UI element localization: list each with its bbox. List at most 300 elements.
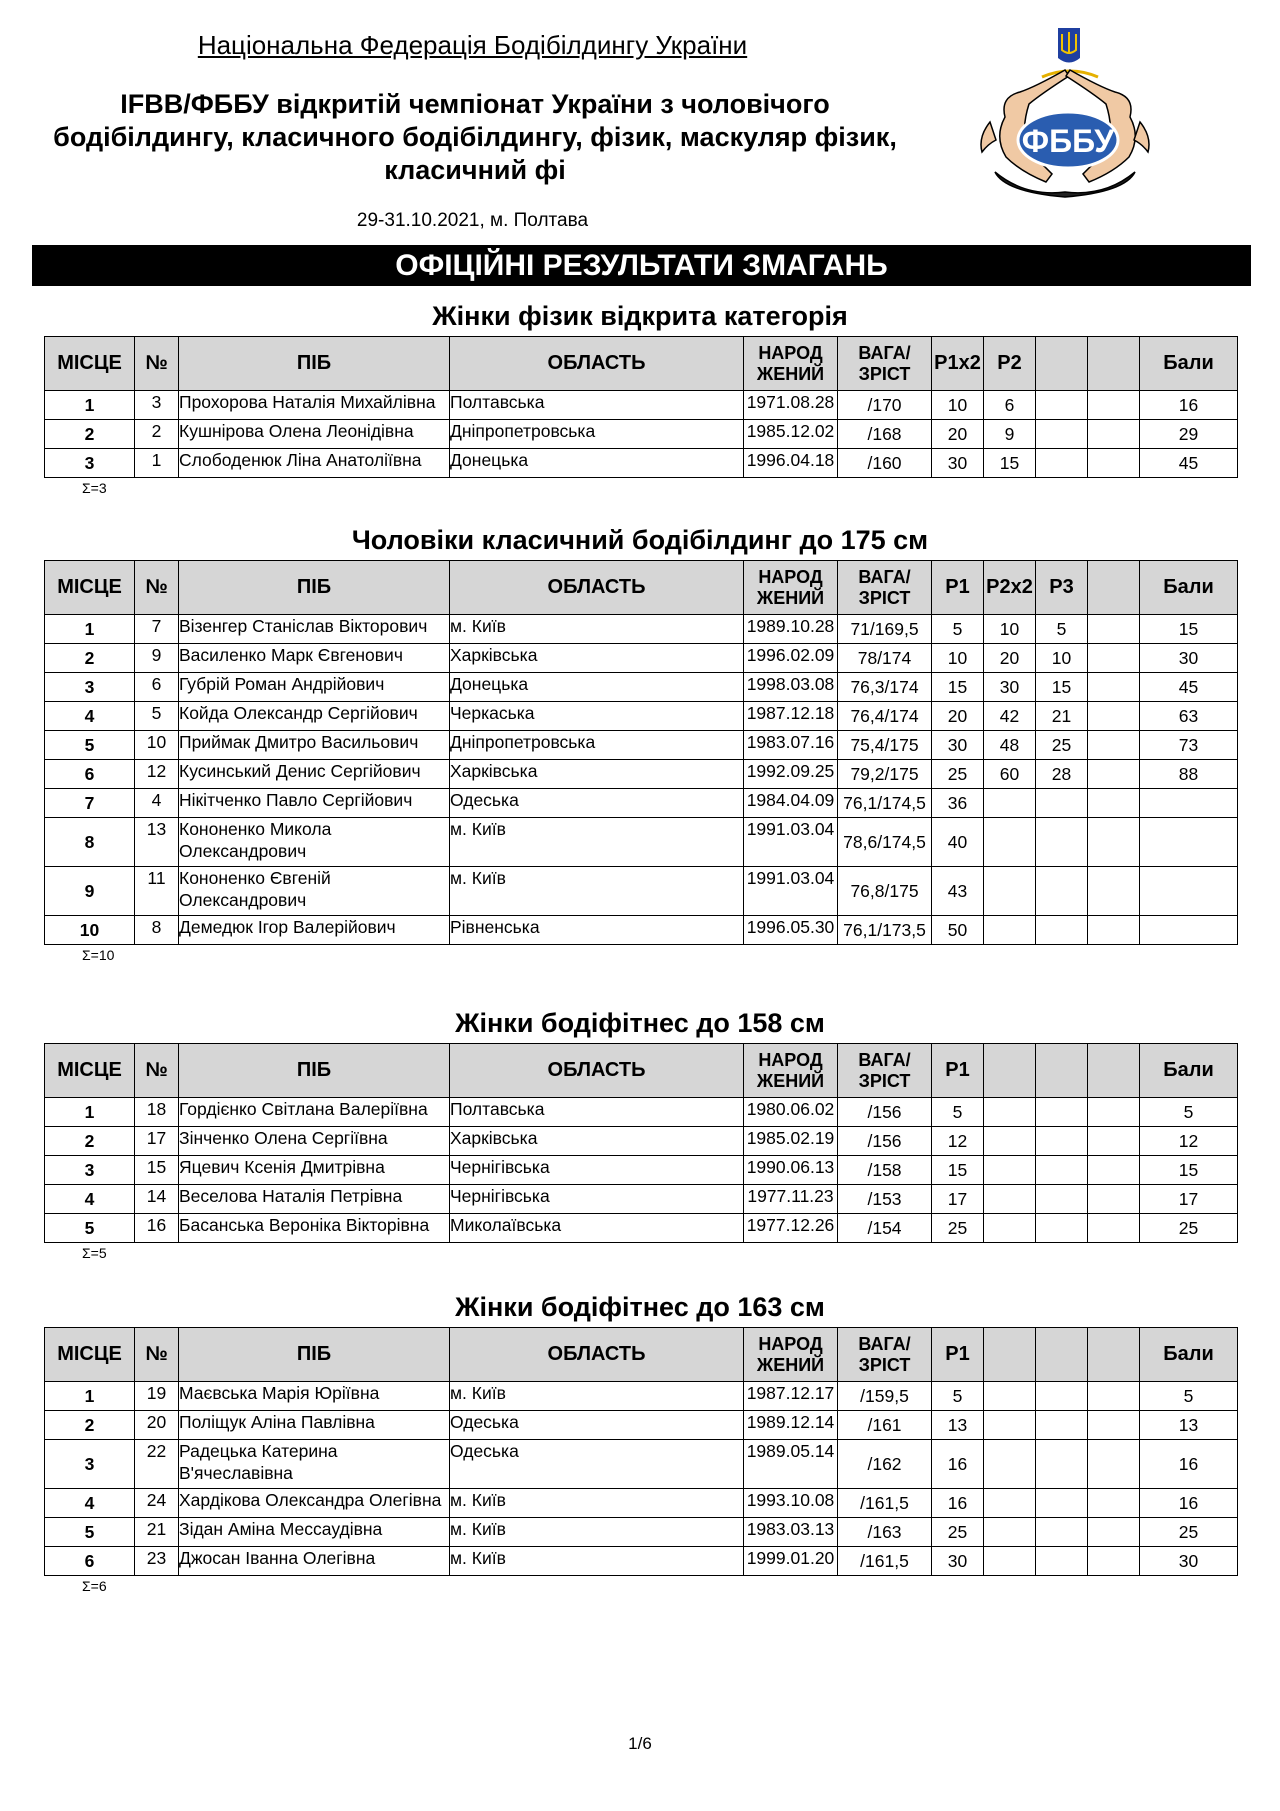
number-cell: 5 bbox=[135, 702, 179, 731]
total-cell: 16 bbox=[1140, 1440, 1238, 1489]
score-cell: 28 bbox=[1036, 760, 1088, 789]
score-cell bbox=[984, 1382, 1036, 1411]
born-cell: 1992.09.25 bbox=[744, 760, 838, 789]
score-cell: 15 bbox=[1036, 673, 1088, 702]
score-cell bbox=[1088, 1411, 1140, 1440]
region-cell: Одеська bbox=[450, 1440, 744, 1489]
column-header: Бали bbox=[1140, 337, 1238, 391]
table-row bbox=[45, 449, 1238, 478]
column-header: Бали bbox=[1140, 561, 1238, 615]
place-cell: 1 bbox=[45, 1382, 135, 1411]
born-cell: 1977.12.26 bbox=[744, 1214, 838, 1243]
name-cell: Джосан Іванна Олегівна bbox=[179, 1547, 450, 1576]
table-row bbox=[45, 1411, 1238, 1440]
total-cell bbox=[1140, 789, 1238, 818]
table-row bbox=[45, 818, 1238, 867]
weight-height-cell: 78/174 bbox=[838, 644, 932, 673]
weight-height-cell: /163 bbox=[838, 1518, 932, 1547]
results-section bbox=[0, 296, 1280, 496]
table-row bbox=[45, 1127, 1238, 1156]
column-header: МІСЦЕ bbox=[45, 1328, 135, 1382]
born-cell: 1990.06.13 bbox=[744, 1156, 838, 1185]
score-cell bbox=[1036, 789, 1088, 818]
weight-height-cell: /168 bbox=[838, 420, 932, 449]
name-cell: Губрій Роман Андрійович bbox=[179, 673, 450, 702]
column-header: P1 bbox=[932, 1328, 984, 1382]
score-cell bbox=[984, 818, 1036, 867]
score-cell bbox=[984, 867, 1036, 916]
region-cell: Рівненська bbox=[450, 916, 744, 945]
total-cell: 63 bbox=[1140, 702, 1238, 731]
weight-height-cell: /160 bbox=[838, 449, 932, 478]
participant-count: Σ=5 bbox=[82, 1245, 107, 1261]
table-row bbox=[45, 789, 1238, 818]
participant-count: Σ=3 bbox=[82, 480, 107, 496]
region-cell: Донецька bbox=[450, 673, 744, 702]
total-cell: 29 bbox=[1140, 420, 1238, 449]
born-cell: 1983.07.16 bbox=[744, 731, 838, 760]
place-cell: 7 bbox=[45, 789, 135, 818]
total-cell: 30 bbox=[1140, 644, 1238, 673]
total-cell: 25 bbox=[1140, 1518, 1238, 1547]
score-cell bbox=[1036, 1098, 1088, 1127]
place-cell: 4 bbox=[45, 1489, 135, 1518]
table-row bbox=[45, 673, 1238, 702]
score-cell: 30 bbox=[984, 673, 1036, 702]
place-cell: 5 bbox=[45, 1518, 135, 1547]
region-cell: м. Київ bbox=[450, 867, 744, 916]
score-cell: 5 bbox=[932, 1098, 984, 1127]
column-header: № bbox=[135, 337, 179, 391]
total-cell: 5 bbox=[1140, 1382, 1238, 1411]
number-cell: 15 bbox=[135, 1156, 179, 1185]
score-cell: 25 bbox=[1036, 731, 1088, 760]
table-row bbox=[45, 1518, 1238, 1547]
score-cell bbox=[1088, 916, 1140, 945]
score-cell: 15 bbox=[932, 1156, 984, 1185]
name-cell: Маєвська Марія Юріївна bbox=[179, 1382, 450, 1411]
table-row bbox=[45, 731, 1238, 760]
total-cell: 16 bbox=[1140, 1489, 1238, 1518]
score-cell: 10 bbox=[932, 644, 984, 673]
score-cell bbox=[1088, 1440, 1140, 1489]
score-cell: 10 bbox=[1036, 644, 1088, 673]
weight-height-cell: /162 bbox=[838, 1440, 932, 1489]
total-cell: 88 bbox=[1140, 760, 1238, 789]
region-cell: м. Київ bbox=[450, 1489, 744, 1518]
competition-title: IFBB/ФББУ відкритій чемпіонат України з чоловічого бодібілдингу, класичного бодібілдингу, фізик, маскуляр фізик, класичний фі bbox=[53, 89, 897, 185]
total-cell bbox=[1140, 916, 1238, 945]
results-banner: ОФІЦІЙНІ РЕЗУЛЬТАТИ ЗМАГАНЬ bbox=[32, 245, 1251, 286]
weight-height-cell: /158 bbox=[838, 1156, 932, 1185]
region-cell: Миколаївська bbox=[450, 1214, 744, 1243]
name-cell: Гордієнко Світлана Валеріївна bbox=[179, 1098, 450, 1127]
weight-height-cell: /170 bbox=[838, 391, 932, 420]
born-cell: 1993.10.08 bbox=[744, 1489, 838, 1518]
column-header bbox=[984, 1328, 1036, 1382]
score-cell bbox=[984, 1098, 1036, 1127]
column-header: НАРОД ЖЕНИЙ bbox=[744, 561, 838, 615]
score-cell: 13 bbox=[932, 1411, 984, 1440]
table-row bbox=[45, 916, 1238, 945]
score-cell bbox=[1036, 867, 1088, 916]
table-row bbox=[45, 1185, 1238, 1214]
weight-height-cell: /159,5 bbox=[838, 1382, 932, 1411]
score-cell bbox=[1088, 1098, 1140, 1127]
weight-height-cell: 76,8/175 bbox=[838, 867, 932, 916]
born-cell: 1977.11.23 bbox=[744, 1185, 838, 1214]
table-row bbox=[45, 1547, 1238, 1576]
column-header: P2x2 bbox=[984, 561, 1036, 615]
born-cell: 1996.04.18 bbox=[744, 449, 838, 478]
place-cell: 8 bbox=[45, 818, 135, 867]
name-cell: Зінченко Олена Сергіївна bbox=[179, 1127, 450, 1156]
column-header: ОБЛАСТЬ bbox=[450, 561, 744, 615]
score-cell: 15 bbox=[984, 449, 1036, 478]
score-cell bbox=[984, 1547, 1036, 1576]
column-header: МІСЦЕ bbox=[45, 337, 135, 391]
place-cell: 1 bbox=[45, 615, 135, 644]
score-cell bbox=[984, 1185, 1036, 1214]
place-cell: 10 bbox=[45, 916, 135, 945]
region-cell: Дніпропетровська bbox=[450, 420, 744, 449]
results-table bbox=[44, 1043, 1238, 1243]
column-header: МІСЦЕ bbox=[45, 561, 135, 615]
score-cell bbox=[984, 1489, 1036, 1518]
column-header: НАРОД ЖЕНИЙ bbox=[744, 337, 838, 391]
total-cell: 45 bbox=[1140, 449, 1238, 478]
number-cell: 10 bbox=[135, 731, 179, 760]
table-row bbox=[45, 867, 1238, 916]
score-cell: 16 bbox=[932, 1489, 984, 1518]
name-cell: Візенгер Станіслав Вікторович bbox=[179, 615, 450, 644]
total-cell: 5 bbox=[1140, 1098, 1238, 1127]
weight-height-cell: 76,1/173,5 bbox=[838, 916, 932, 945]
score-cell bbox=[1088, 1214, 1140, 1243]
column-header: Бали bbox=[1140, 1328, 1238, 1382]
column-header: P2 bbox=[984, 337, 1036, 391]
score-cell: 50 bbox=[932, 916, 984, 945]
score-cell bbox=[1088, 789, 1140, 818]
score-cell bbox=[1036, 1440, 1088, 1489]
weight-height-cell: /153 bbox=[838, 1185, 932, 1214]
table-row bbox=[45, 420, 1238, 449]
region-cell: Одеська bbox=[450, 789, 744, 818]
table-row bbox=[45, 1489, 1238, 1518]
born-cell: 1996.05.30 bbox=[744, 916, 838, 945]
number-cell: 1 bbox=[135, 449, 179, 478]
date-place: 29-31.10.2021, м. Полтава bbox=[356, 210, 589, 231]
weight-height-cell: /161,5 bbox=[838, 1489, 932, 1518]
column-header: Бали bbox=[1140, 1044, 1238, 1098]
section-title: Чоловіки класичний бодібілдинг до 175 cм bbox=[351, 525, 929, 555]
score-cell bbox=[1088, 702, 1140, 731]
region-cell: Полтавська bbox=[450, 1098, 744, 1127]
score-cell: 25 bbox=[932, 1518, 984, 1547]
place-cell: 9 bbox=[45, 867, 135, 916]
total-cell: 30 bbox=[1140, 1547, 1238, 1576]
column-header: НАРОД ЖЕНИЙ bbox=[744, 1044, 838, 1098]
table-row bbox=[45, 760, 1238, 789]
born-cell: 1991.03.04 bbox=[744, 867, 838, 916]
score-cell: 20 bbox=[984, 644, 1036, 673]
number-cell: 3 bbox=[135, 391, 179, 420]
name-cell: Нікітченко Павло Сергійович bbox=[179, 789, 450, 818]
column-header: НАРОД ЖЕНИЙ bbox=[744, 1328, 838, 1382]
column-header: P1x2 bbox=[932, 337, 984, 391]
number-cell: 19 bbox=[135, 1382, 179, 1411]
column-header bbox=[984, 1044, 1036, 1098]
weight-height-cell: /156 bbox=[838, 1098, 932, 1127]
score-cell bbox=[984, 1440, 1036, 1489]
column-header bbox=[1036, 337, 1088, 391]
place-cell: 5 bbox=[45, 731, 135, 760]
score-cell: 16 bbox=[932, 1440, 984, 1489]
table-row bbox=[45, 391, 1238, 420]
name-cell: Прохорова Наталія Михайлівна bbox=[179, 391, 450, 420]
born-cell: 1985.02.19 bbox=[744, 1127, 838, 1156]
results-section bbox=[0, 520, 1280, 963]
born-cell: 1983.03.13 bbox=[744, 1518, 838, 1547]
place-cell: 1 bbox=[45, 1098, 135, 1127]
born-cell: 1989.12.14 bbox=[744, 1411, 838, 1440]
total-cell: 45 bbox=[1140, 673, 1238, 702]
score-cell bbox=[1088, 1382, 1140, 1411]
table-row bbox=[45, 1440, 1238, 1489]
score-cell: 15 bbox=[932, 673, 984, 702]
score-cell bbox=[1088, 420, 1140, 449]
column-header: ПІБ bbox=[179, 337, 450, 391]
number-cell: 2 bbox=[135, 420, 179, 449]
score-cell: 30 bbox=[932, 449, 984, 478]
score-cell bbox=[1036, 818, 1088, 867]
name-cell: Кононенко Микола Олександрович bbox=[179, 818, 450, 867]
column-header: МІСЦЕ bbox=[45, 1044, 135, 1098]
total-cell: 73 bbox=[1140, 731, 1238, 760]
number-cell: 14 bbox=[135, 1185, 179, 1214]
name-cell: Радецька Катерина В'ячеславівна bbox=[179, 1440, 450, 1489]
score-cell bbox=[1088, 1518, 1140, 1547]
table-row bbox=[45, 1156, 1238, 1185]
column-header: № bbox=[135, 1044, 179, 1098]
region-cell: Черкаська bbox=[450, 702, 744, 731]
total-cell bbox=[1140, 818, 1238, 867]
number-cell: 6 bbox=[135, 673, 179, 702]
results-table bbox=[44, 560, 1238, 945]
weight-height-cell: 78,6/174,5 bbox=[838, 818, 932, 867]
weight-height-cell: /161,5 bbox=[838, 1547, 932, 1576]
place-cell: 6 bbox=[45, 1547, 135, 1576]
column-header: ВАГА/ ЗРІСТ bbox=[838, 1044, 932, 1098]
place-cell: 2 bbox=[45, 1411, 135, 1440]
column-header bbox=[1088, 1044, 1140, 1098]
score-cell: 17 bbox=[932, 1185, 984, 1214]
born-cell: 1980.06.02 bbox=[744, 1098, 838, 1127]
score-cell: 20 bbox=[932, 702, 984, 731]
column-header bbox=[1088, 1328, 1140, 1382]
weight-height-cell: /154 bbox=[838, 1214, 932, 1243]
number-cell: 9 bbox=[135, 644, 179, 673]
name-cell: Поліщук Аліна Павлівна bbox=[179, 1411, 450, 1440]
score-cell bbox=[1036, 420, 1088, 449]
score-cell bbox=[984, 789, 1036, 818]
score-cell bbox=[1088, 1127, 1140, 1156]
column-header: ОБЛАСТЬ bbox=[450, 337, 744, 391]
score-cell bbox=[1036, 1214, 1088, 1243]
table-row bbox=[45, 1098, 1238, 1127]
participant-count: Σ=6 bbox=[82, 1578, 107, 1594]
weight-height-cell: 71/169,5 bbox=[838, 615, 932, 644]
region-cell: м. Київ bbox=[450, 615, 744, 644]
score-cell bbox=[984, 1518, 1036, 1547]
born-cell: 1996.02.09 bbox=[744, 644, 838, 673]
number-cell: 22 bbox=[135, 1440, 179, 1489]
number-cell: 21 bbox=[135, 1518, 179, 1547]
name-cell: Кононенко Євгеній Олександрович bbox=[179, 867, 450, 916]
score-cell: 30 bbox=[932, 731, 984, 760]
column-header: P3 bbox=[1036, 561, 1088, 615]
total-cell: 15 bbox=[1140, 615, 1238, 644]
score-cell: 21 bbox=[1036, 702, 1088, 731]
score-cell bbox=[1036, 1185, 1088, 1214]
place-cell: 4 bbox=[45, 1185, 135, 1214]
region-cell: Чернігівська bbox=[450, 1185, 744, 1214]
place-cell: 1 bbox=[45, 391, 135, 420]
weight-height-cell: 76,1/174,5 bbox=[838, 789, 932, 818]
region-cell: Донецька bbox=[450, 449, 744, 478]
column-header: P1 bbox=[932, 561, 984, 615]
region-cell: м. Київ bbox=[450, 818, 744, 867]
score-cell: 12 bbox=[932, 1127, 984, 1156]
number-cell: 8 bbox=[135, 916, 179, 945]
score-cell bbox=[1088, 1489, 1140, 1518]
score-cell bbox=[984, 1127, 1036, 1156]
score-cell bbox=[1088, 1156, 1140, 1185]
results-table bbox=[44, 1327, 1238, 1576]
score-cell: 48 bbox=[984, 731, 1036, 760]
score-cell bbox=[1088, 644, 1140, 673]
page-number: 1/6 bbox=[628, 1734, 652, 1753]
score-cell: 20 bbox=[932, 420, 984, 449]
score-cell bbox=[1036, 1411, 1088, 1440]
column-header: № bbox=[135, 561, 179, 615]
score-cell: 10 bbox=[932, 391, 984, 420]
region-cell: Чернігівська bbox=[450, 1156, 744, 1185]
total-cell bbox=[1140, 867, 1238, 916]
score-cell bbox=[1088, 1185, 1140, 1214]
score-cell: 43 bbox=[932, 867, 984, 916]
score-cell bbox=[984, 1411, 1036, 1440]
name-cell: Демедюк Ігор Валерійович bbox=[179, 916, 450, 945]
score-cell bbox=[1036, 916, 1088, 945]
number-cell: 18 bbox=[135, 1098, 179, 1127]
place-cell: 6 bbox=[45, 760, 135, 789]
column-header: P1 bbox=[932, 1044, 984, 1098]
number-cell: 20 bbox=[135, 1411, 179, 1440]
name-cell: Приймак Дмитро Васильович bbox=[179, 731, 450, 760]
region-cell: м. Київ bbox=[450, 1382, 744, 1411]
born-cell: 1984.04.09 bbox=[744, 789, 838, 818]
weight-height-cell: 75,4/175 bbox=[838, 731, 932, 760]
score-cell bbox=[1088, 867, 1140, 916]
score-cell: 25 bbox=[932, 1214, 984, 1243]
region-cell: Харківська bbox=[450, 760, 744, 789]
score-cell: 5 bbox=[932, 1382, 984, 1411]
number-cell: 16 bbox=[135, 1214, 179, 1243]
participant-count: Σ=10 bbox=[82, 947, 115, 963]
column-header bbox=[1088, 337, 1140, 391]
name-cell: Кушнірова Олена Леонідівна bbox=[179, 420, 450, 449]
column-header: ПІБ bbox=[179, 1328, 450, 1382]
number-cell: 7 bbox=[135, 615, 179, 644]
place-cell: 3 bbox=[45, 673, 135, 702]
name-cell: Койда Олександр Сергійович bbox=[179, 702, 450, 731]
score-cell bbox=[1036, 1382, 1088, 1411]
score-cell bbox=[1036, 1547, 1088, 1576]
score-cell bbox=[1036, 449, 1088, 478]
score-cell bbox=[1036, 1127, 1088, 1156]
born-cell: 1999.01.20 bbox=[744, 1547, 838, 1576]
table-row bbox=[45, 1382, 1238, 1411]
logo-text: ФББУ bbox=[1021, 123, 1115, 159]
name-cell: Хардікова Олександра Олегівна bbox=[179, 1489, 450, 1518]
score-cell: 10 bbox=[984, 615, 1036, 644]
place-cell: 4 bbox=[45, 702, 135, 731]
score-cell: 36 bbox=[932, 789, 984, 818]
region-cell: Одеська bbox=[450, 1411, 744, 1440]
table-row bbox=[45, 702, 1238, 731]
results-table bbox=[44, 336, 1238, 478]
score-cell bbox=[1088, 818, 1140, 867]
number-cell: 24 bbox=[135, 1489, 179, 1518]
total-cell: 17 bbox=[1140, 1185, 1238, 1214]
number-cell: 12 bbox=[135, 760, 179, 789]
column-header: ВАГА/ ЗРІСТ bbox=[838, 1328, 932, 1382]
score-cell: 60 bbox=[984, 760, 1036, 789]
total-cell: 16 bbox=[1140, 391, 1238, 420]
score-cell bbox=[984, 916, 1036, 945]
region-cell: м. Київ bbox=[450, 1547, 744, 1576]
region-cell: м. Київ bbox=[450, 1518, 744, 1547]
column-header: № bbox=[135, 1328, 179, 1382]
weight-height-cell: 76,3/174 bbox=[838, 673, 932, 702]
total-cell: 25 bbox=[1140, 1214, 1238, 1243]
score-cell: 6 bbox=[984, 391, 1036, 420]
results-section bbox=[0, 1003, 1280, 1261]
place-cell: 2 bbox=[45, 420, 135, 449]
place-cell: 3 bbox=[45, 449, 135, 478]
column-header: ПІБ bbox=[179, 561, 450, 615]
born-cell: 1989.05.14 bbox=[744, 1440, 838, 1489]
total-cell: 13 bbox=[1140, 1411, 1238, 1440]
trident-icon bbox=[1058, 28, 1080, 63]
number-cell: 11 bbox=[135, 867, 179, 916]
score-cell: 42 bbox=[984, 702, 1036, 731]
column-header: ОБЛАСТЬ bbox=[450, 1044, 744, 1098]
score-cell bbox=[1088, 1547, 1140, 1576]
born-cell: 1998.03.08 bbox=[744, 673, 838, 702]
region-cell: Харківська bbox=[450, 1127, 744, 1156]
place-cell: 3 bbox=[45, 1156, 135, 1185]
score-cell bbox=[1036, 391, 1088, 420]
born-cell: 1987.12.17 bbox=[744, 1382, 838, 1411]
score-cell: 40 bbox=[932, 818, 984, 867]
number-cell: 4 bbox=[135, 789, 179, 818]
name-cell: Зідан Аміна Мессаудівна bbox=[179, 1518, 450, 1547]
score-cell: 25 bbox=[932, 760, 984, 789]
total-cell: 12 bbox=[1140, 1127, 1238, 1156]
table-row bbox=[45, 615, 1238, 644]
